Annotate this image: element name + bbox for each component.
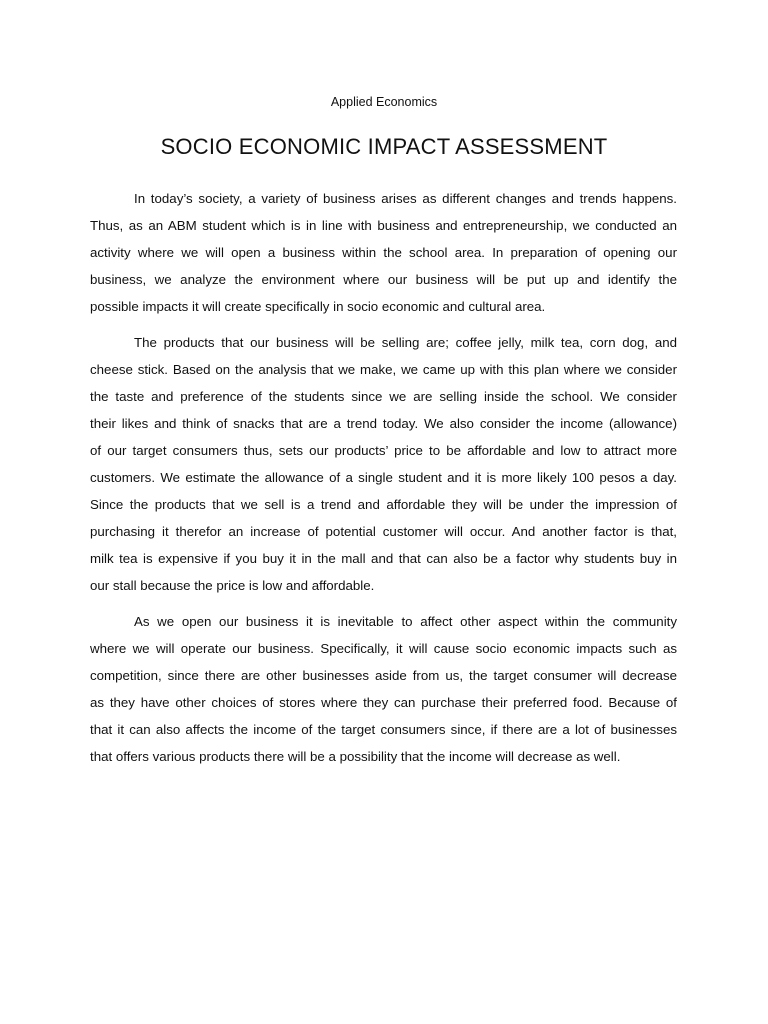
paragraph-line: that it can also affects the income of the target consumers since, if there are a lot of businesses: [90, 722, 677, 737]
paragraph-1: [90, 185, 677, 320]
paragraph-line: In today’s society, a variety of business arises as different changes and trends happens.: [134, 191, 677, 206]
paragraph-line: competition, since there are other businesses aside from us, the target consumer will decrease: [90, 668, 677, 683]
document-title: SOCIO ECONOMIC IMPACT ASSESSMENT: [160, 134, 608, 159]
paragraph-line: where we will operate our business. Specifically, it will cause socio economic impacts such as: [90, 641, 677, 656]
paragraph-2: [90, 329, 677, 599]
paragraph-line: business, we analyze the environment where our business will be put up and identify the: [90, 272, 677, 287]
paragraph-line: customers. We estimate the allowance of a single student and it is more likely 100 pesos a day.: [90, 470, 677, 485]
paragraph-line: cheese stick. Based on the analysis that we make, we came up with this plan where we consider: [90, 362, 677, 377]
paragraph-line: that offers various products there will be a possibility that the income will decrease as well.: [90, 749, 621, 764]
document-body: [90, 185, 677, 779]
paragraph-line: As we open our business it is inevitable to affect other aspect within the community: [134, 614, 677, 629]
paragraph-line: The products that our business will be selling are; coffee jelly, milk tea, corn dog, and: [134, 335, 677, 350]
paragraph-line: their likes and think of snacks that are a trend today. We also consider the income (allowance): [90, 416, 677, 431]
paragraph-line: our stall because the price is low and affordable.: [90, 578, 375, 593]
paragraph-line: of our target consumers thus, sets our products’ price to be affordable and low to attract more: [90, 443, 677, 458]
paragraph-3: [90, 608, 677, 770]
paragraph-line: Thus, as an ABM student which is in line with business and entrepreneurship, we conducted an: [90, 218, 677, 233]
paragraph-line: activity where we will open a business within the school area. In preparation of opening our: [90, 245, 677, 260]
paragraph-line: Since the products that we sell is a trend and affordable they will be under the impression of: [90, 497, 677, 512]
paragraph-line: the taste and preference of the students since we are selling inside the school. We consider: [90, 389, 677, 404]
paragraph-line: purchasing it therefor an increase of potential customer will occur. And another factor is that,: [90, 524, 677, 539]
paragraph-line: possible impacts it will create specifically in socio economic and cultural area.: [90, 299, 546, 314]
paragraph-line: as they have other choices of stores where they can purchase their preferred food. Because of: [90, 695, 677, 710]
paragraph-line: milk tea is expensive if you buy it in the mall and that can also be a factor why students buy in: [90, 551, 677, 566]
course-label: Applied Economics: [330, 95, 438, 109]
